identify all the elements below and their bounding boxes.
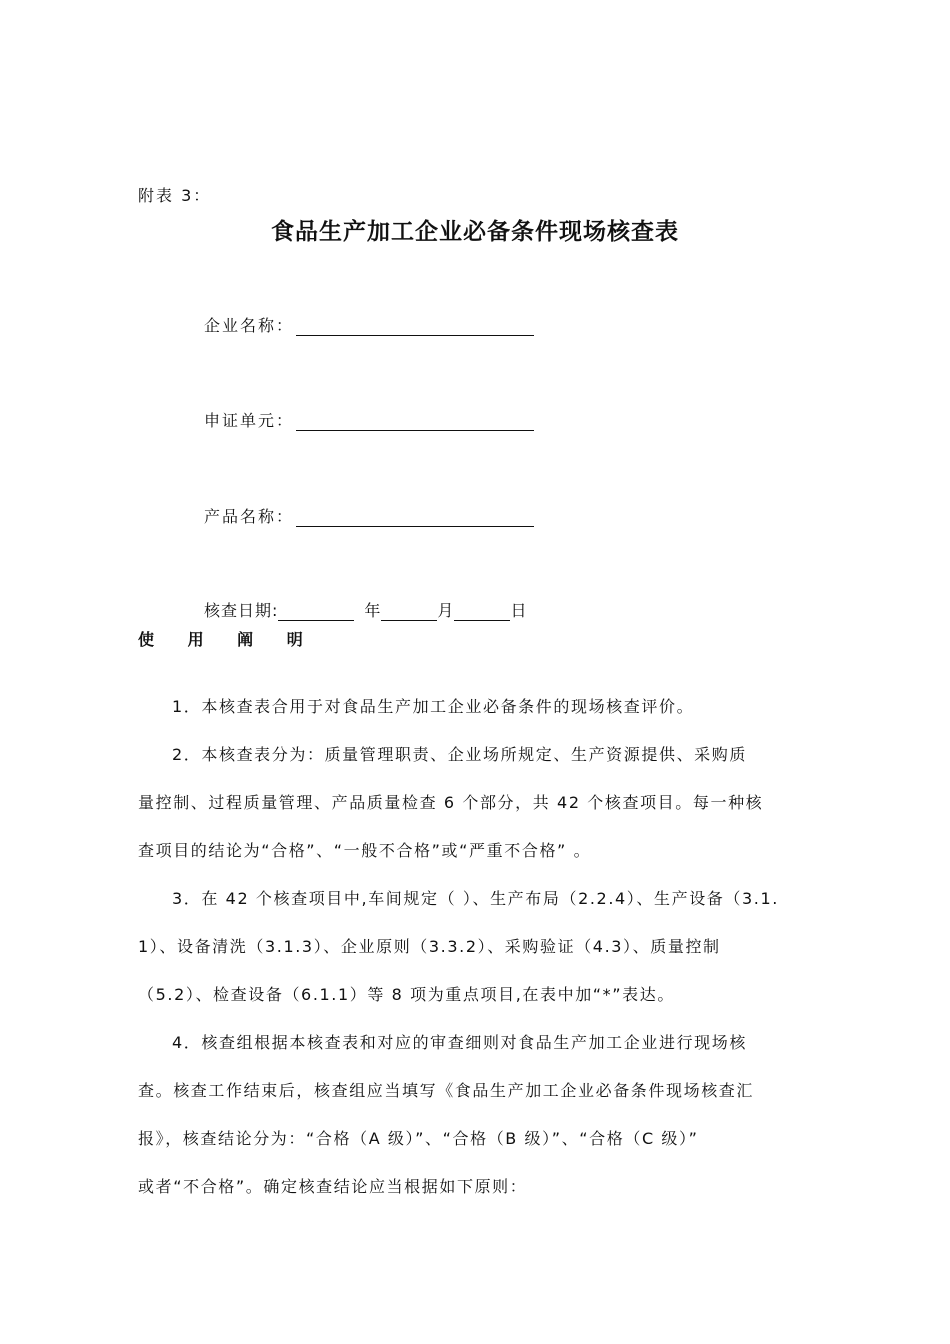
paragraph-line: （5.2）、检查设备（6.1.1）等 8 项为重点项目,在表中加“*”表达。 [138, 985, 675, 1004]
year-blank[interactable] [278, 602, 354, 621]
unit-blank[interactable] [296, 412, 534, 431]
unit-label: 申证单元： [204, 411, 295, 430]
page-title: 食品生产加工企业必备条件现场核查表 [271, 219, 679, 245]
paragraph-line: 报》，核查结论分为：“合格（A 级）”、“合格（B 级）”、“合格（C 级）” [138, 1129, 699, 1148]
inspection-date-row [204, 598, 527, 621]
paragraph-line: 2．本核查表分为：质量管理职责、企业场所规定、生产资源提供、采购质 [172, 745, 747, 764]
company-label: 企业名称： [204, 316, 295, 335]
product-label: 产品名称： [204, 507, 295, 526]
company-blank[interactable] [296, 317, 534, 336]
appendix-label: 附表 3： [138, 186, 212, 205]
paragraph-line: 4．核查组根据本核查表和对应的审查细则对食品生产加工企业进行现场核 [172, 1033, 747, 1052]
paragraph-line: 查。核查工作结束后，核查组应当填写《食品生产加工企业必备条件现场核查汇 [138, 1081, 755, 1100]
paragraph-line: 1）、设备清洗（3.1.3）、企业原则（3.3.2）、采购验证（4.3）、质量控制 [138, 937, 721, 956]
date-label: 核查日期: [204, 601, 279, 620]
paragraph-line: 或者“不合格”。确定核查结论应当根据如下原则： [138, 1177, 528, 1196]
paragraph-line: 量控制、过程质量管理、产品质量检查 6 个部分，共 42 个核查项目。每一种核 [138, 793, 764, 812]
paragraph-line: 3．在 42 个核查项目中,车间规定（ ）、生产布局（2.2.4）、生产设备（3.1. [172, 889, 779, 908]
instructions-heading: 使 用 阐 明 [138, 630, 317, 649]
product-field-row [204, 504, 534, 527]
unit-field-row [204, 408, 534, 431]
product-blank[interactable] [296, 508, 534, 527]
paragraph-line: 1．本核查表合用于对食品生产加工企业必备条件的现场核查评价。 [172, 697, 695, 716]
paragraph-line: 查项目的结论为“合格”、“一般不合格”或“严重不合格” 。 [138, 841, 592, 860]
day-blank[interactable] [454, 602, 510, 621]
year-label: 年 [364, 601, 382, 620]
month-label: 月 [437, 601, 455, 620]
company-field-row [204, 313, 534, 336]
day-label: 日 [510, 601, 528, 620]
month-blank[interactable] [381, 602, 437, 621]
